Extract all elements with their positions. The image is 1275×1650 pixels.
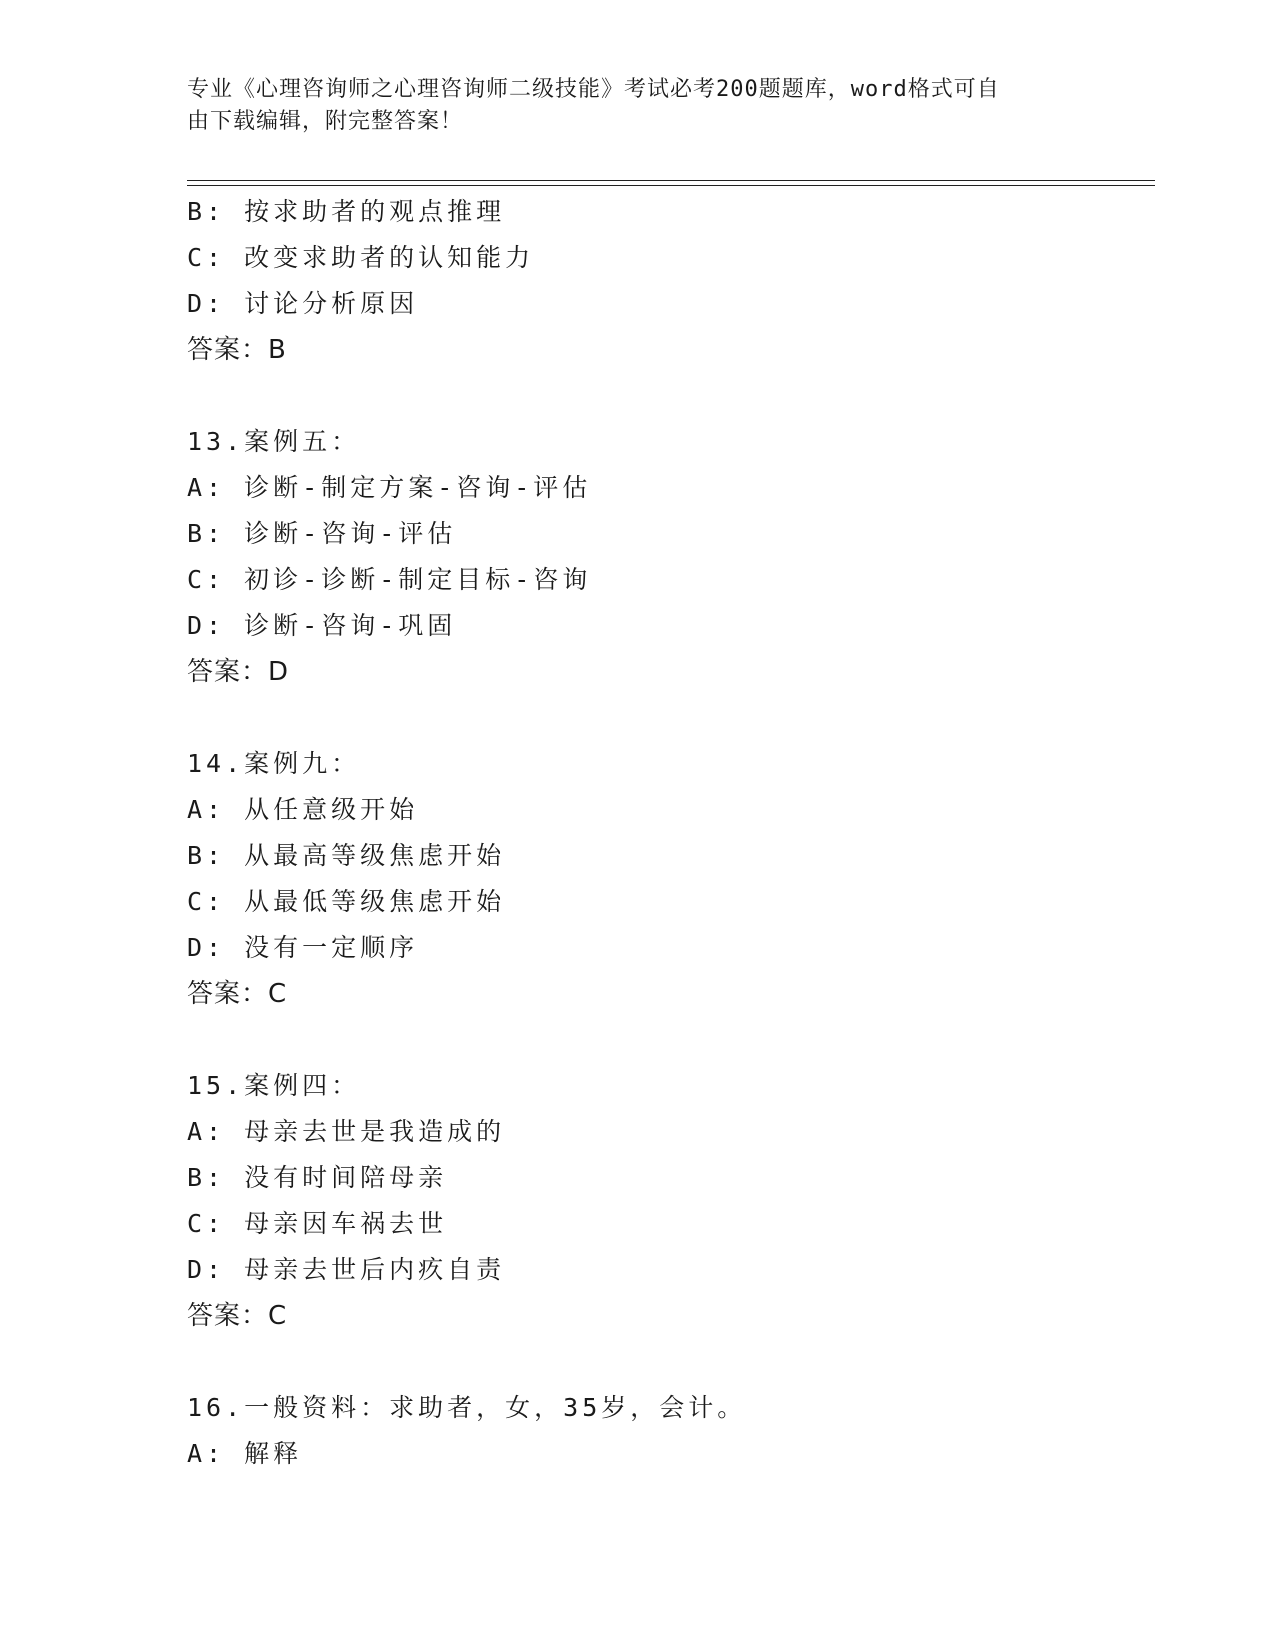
option-c: C: 初诊-诊断-制定目标-咨询 xyxy=(187,565,592,594)
header-divider-bottom xyxy=(187,185,1155,186)
option-c: C: 改变求助者的认知能力 xyxy=(187,243,535,272)
option-b: B: 按求助者的观点推理 xyxy=(187,197,506,226)
option-a: A: 诊断-制定方案-咨询-评估 xyxy=(187,473,592,502)
answer-line: 答案：B xyxy=(187,335,287,365)
header-line-1: 专业《心理咨询师之心理咨询师二级技能》考试必考200题题库，word格式可自 xyxy=(187,77,1000,102)
option-b: B: 诊断-咨询-评估 xyxy=(187,519,457,548)
option-b: B: 没有时间陪母亲 xyxy=(187,1163,448,1192)
answer-line: 答案：C xyxy=(187,1301,288,1331)
option-c: C: 母亲因车祸去世 xyxy=(187,1209,448,1238)
header-line-2: 由下载编辑，附完整答案！ xyxy=(187,109,464,134)
answer-line: 答案：C xyxy=(187,979,288,1009)
option-a: A: 母亲去世是我造成的 xyxy=(187,1117,506,1146)
option-d: D: 讨论分析原因 xyxy=(187,289,419,318)
question-stem: 16.一般资料：求助者，女，35岁，会计。 xyxy=(187,1393,747,1422)
document-header xyxy=(187,74,1067,138)
option-a: A: 解释 xyxy=(187,1439,303,1468)
option-d: D: 没有一定顺序 xyxy=(187,933,419,962)
question-block xyxy=(187,1063,1155,1339)
question-stem: 15.案例四： xyxy=(187,1071,361,1100)
question-stem: 13.案例五： xyxy=(187,427,361,456)
option-c: C: 从最低等级焦虑开始 xyxy=(187,887,506,916)
question-block xyxy=(187,741,1155,1017)
header-divider-top xyxy=(187,180,1155,181)
answer-line: 答案：D xyxy=(187,657,290,687)
option-d: D: 诊断-咨询-巩固 xyxy=(187,611,457,640)
question-stem: 14.案例九： xyxy=(187,749,361,778)
option-b: B: 从最高等级焦虑开始 xyxy=(187,841,506,870)
option-a: A: 从任意级开始 xyxy=(187,795,419,824)
question-list xyxy=(187,189,1155,1477)
option-d: D: 母亲去世后内疚自责 xyxy=(187,1255,506,1284)
question-block xyxy=(187,1385,1155,1477)
question-block xyxy=(187,189,1155,373)
question-block xyxy=(187,419,1155,695)
